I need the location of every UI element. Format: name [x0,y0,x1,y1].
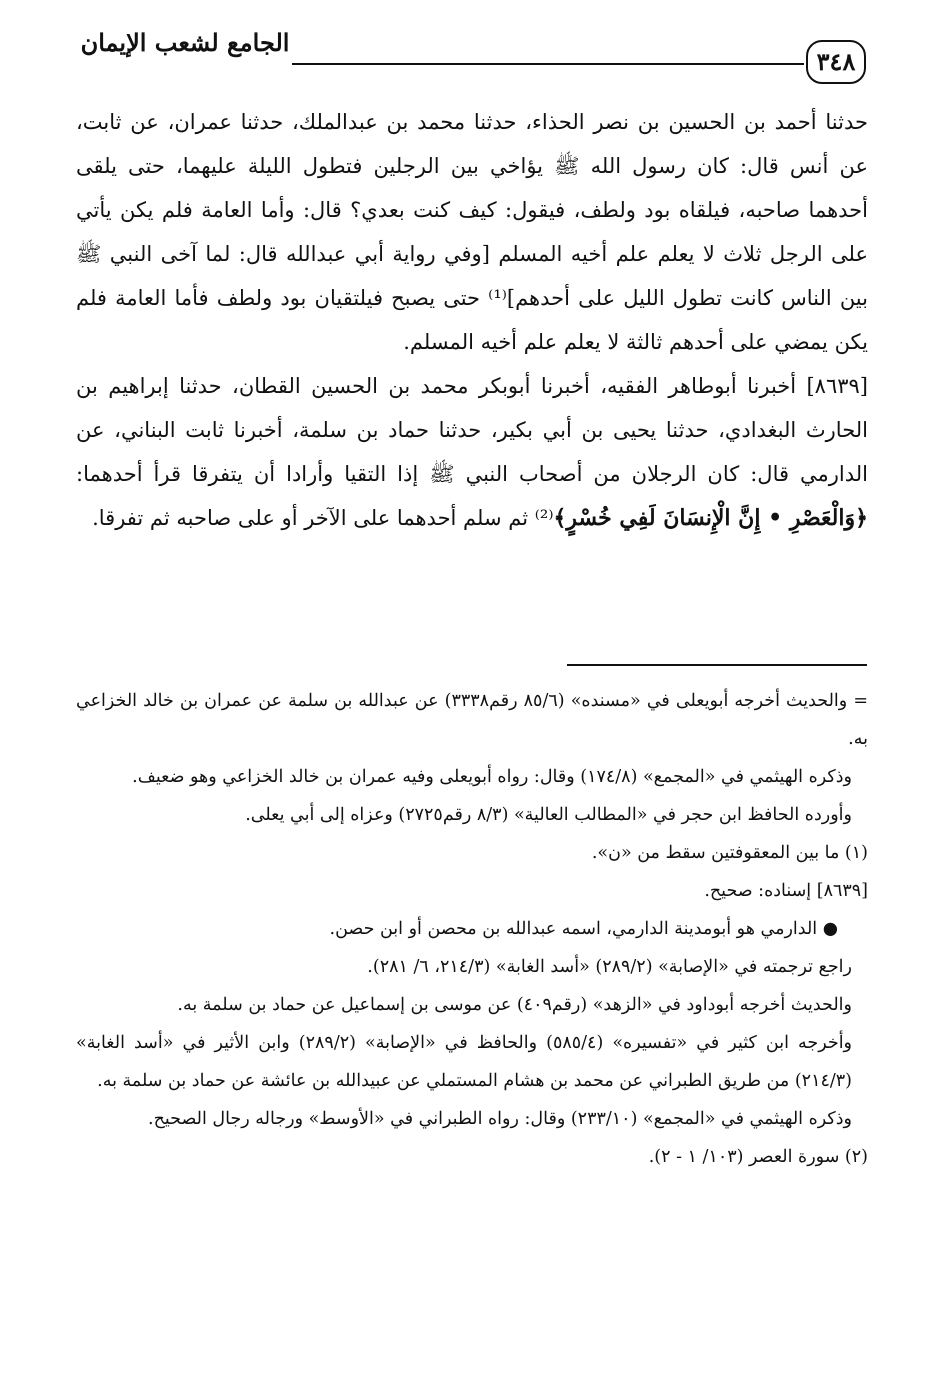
hadith-text-end: ⁽²⁾ ثم سلم أحدهما على الآخر أو على صاحبه ثم تفرقا. [92,506,554,530]
footnote-line: وأورده الحافظ ابن حجر في «المطالب العالية» (٨/٣ رقم٢٧٢٥) وعزاه إلى أبي يعلى. [245,805,852,825]
footnote-line: وذكره الهيثمي في «المجمع» (٢٣٣/١٠) وقال: رواه الطبراني في «الأوسط» ورجاله رجال الصحيح. [148,1109,852,1129]
footnote-8639-heading: [٨٦٣٩] إسناده: صحيح. [704,881,868,901]
hadith-paragraph-1: حدثنا أحمد بن الحسين بن نصر الحذاء، حدثنا محمد بن عبدالملك، حدثنا عمران، عن ثابت، عن أنس قال: كان رسول الله ﷺ يؤاخي بين الرجلين فتطول الليلة عليهما، حتى يلقى أحدهما صاحبه، فيلقاه بود ولطف، فيقول: كيف كنت بعدي؟ قال: وأما العامة فلم يكن يأتي على الرجل ثلاث لا يعلم علم أخيه المسلم [وفي رواية أبي عبدالله قال: لما آخى النبي ﷺ بين الناس كانت تطول الليل على أحدهم]⁽¹⁾ حتى يصبح فيلتقيان بود ولطف فأما العامة فلم يكن يمضي على أحدهم ثالثة لا يعلم علم أخيه المسلم. [76,110,868,354]
footnote-line: = والحديث أخرجه أبويعلى في «مسنده» (٨٥/٦ رقم٣٣٣٨) عن عبدالله بن سلمة عن عمران بن خالد الخزاعي به. [76,691,869,749]
main-text [76,100,868,540]
quran-verse: ﴿وَالْعَصْرِ • إِنَّ الْإِنسَانَ لَفِي خُسْرٍ﴾ [553,505,868,531]
footnote-line: وذكره الهيثمي في «المجمع» (١٧٤/٨) وقال: رواه أبويعلى وفيه عمران بن خالد الخزاعي وهو ضعيف. [132,767,852,787]
header-rule [292,63,804,65]
footnote-line: راجع ترجمته في «الإصابة» (٢٨٩/٢) «أسد الغابة» (٢١٤/٣، ٦/ ٢٨١). [367,957,852,977]
footnote-line: والحديث أخرجه أبوداود في «الزهد» (رقم٤٠٩) عن موسى بن إسماعيل عن حماد بن سلمة به. [177,995,852,1015]
footnotes [76,682,868,1176]
footnote-line: وأخرجه ابن كثير في «تفسيره» (٥٨٥/٤) والحافظ في «الإصابة» (٢٨٩/٢) وابن الأثير في «أسد الغابة» (٢١٤/٣) من طريق الطبراني عن محمد بن هشام المستملي عن عبيدالله بن عائشة عن حماد بن سلمة به. [76,1033,853,1091]
footnote-1: (١) ما بين المعقوفتين سقط من «ن». [591,843,868,863]
hadith-paragraph-8639 [76,364,868,540]
footnote-line: ● الدارمي هو أبومدينة الدارمي، اسمه عبدالله بن محصن أو ابن حصن. [329,919,838,939]
page-number: ٣٤٨ [806,40,866,84]
footnote-separator [567,664,867,666]
running-title: الجامع لشعب الإيمان [80,28,290,57]
footnote-2: (٢) سورة العصر (١٠٣/ ١ - ٢). [648,1147,868,1167]
hadith-text: [٨٦٣٩] أخبرنا أبوطاهر الفقيه، أخبرنا أبوبكر محمد بن الحسين القطان، حدثنا إبراهيم بن الحارث البغدادي، حدثنا يحيى بن أبي بكير، حدثنا حماد بن سلمة، أخبرنا ثابت البناني، عن الدارمي قال: كان الرجلان من أصحاب النبي ﷺ إذا التقيا وأرادا أن يتفرقا قرأ أحدهما: [76,374,868,486]
